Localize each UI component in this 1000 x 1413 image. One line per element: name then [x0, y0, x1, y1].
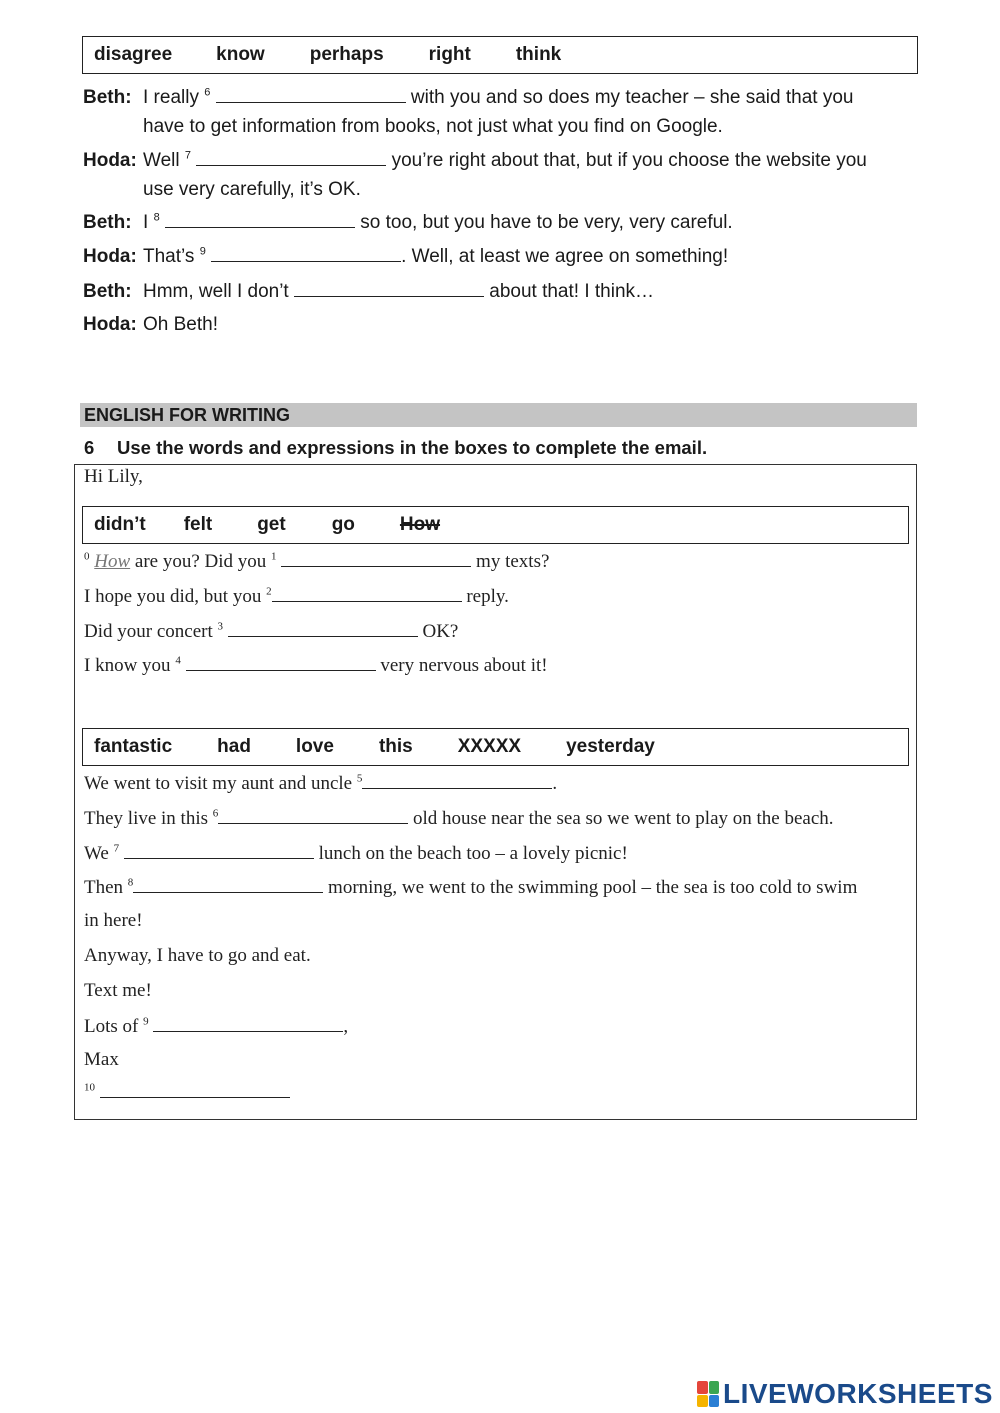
word-box-item: know — [216, 44, 265, 65]
word-box-item: right — [428, 44, 471, 65]
word-box-item-used: How — [399, 514, 441, 535]
email-line: We went to visit my aunt and uncle $^5$ . — [84, 772, 558, 794]
word-box-item: love — [295, 736, 334, 757]
section-title: ENGLISH FOR WRITING — [80, 403, 917, 427]
email-line: Lots of $^9$ , — [84, 1015, 349, 1037]
email-line: Text me! — [84, 980, 152, 1001]
speaker: Beth: — [83, 281, 132, 302]
email-line: Then $^8$ morning, we went to the swimming pool – the sea is too cold to swim — [84, 876, 858, 898]
word-box-3 — [82, 728, 909, 766]
answer-blank[interactable] — [124, 841, 314, 859]
logo-text: LIVEWORKSHEETS — [723, 1378, 993, 1409]
email-line: They live in this $^6$ old house near the sea so we went to play on the beach. — [84, 807, 834, 829]
answer-blank[interactable] — [228, 619, 418, 637]
email-line: I hope you did, but you $^2$ reply. — [84, 585, 509, 607]
answer-blank[interactable] — [281, 549, 471, 567]
word-box-item: XXXXX — [457, 736, 522, 757]
email-line: in here! — [84, 910, 143, 931]
answer-blank[interactable] — [196, 148, 386, 166]
exercise-instruction: 6 Use the words and expressions in the boxes to complete the email. — [84, 437, 708, 458]
word-box-item: fantastic — [94, 736, 173, 757]
example-answer: How — [94, 551, 131, 572]
word-box-item: get — [257, 514, 286, 535]
email-line: $^0$ How are you? Did you $^1$ my texts? — [84, 550, 550, 572]
exercise-number: 6 — [84, 437, 95, 458]
answer-blank[interactable] — [218, 806, 408, 824]
answer-blank[interactable] — [294, 279, 484, 297]
email-line: Anyway, I have to go and eat. — [84, 945, 311, 966]
email-line: Did your concert $^3$ OK? — [84, 620, 459, 642]
word-box-item: perhaps — [309, 44, 384, 65]
dialogue-line: Hoda: That’s $^9$ . Well, at least we agree on something! — [83, 242, 920, 271]
word-box-item: this — [378, 736, 413, 757]
email-line: I know you $^4$ very nervous about it! — [84, 654, 548, 676]
word-box-item: go — [331, 514, 355, 535]
speaker: Beth: — [83, 212, 132, 233]
answer-blank[interactable] — [165, 210, 355, 228]
answer-blank[interactable] — [272, 584, 462, 602]
answer-blank[interactable] — [100, 1080, 290, 1098]
email-line: We $^7$ lunch on the beach too – a lovely picnic! — [84, 842, 628, 864]
word-box-item: yesterday — [566, 736, 655, 757]
word-box-2 — [82, 506, 909, 544]
speaker: Beth: — [83, 87, 132, 108]
answer-blank[interactable] — [153, 1014, 343, 1032]
email-signature: Max — [84, 1049, 119, 1070]
word-box-1 — [82, 36, 918, 74]
dialogue-line: Beth: I $^8$ so too, but you have to be very, very careful. — [83, 208, 920, 237]
dialogue-line: Beth: I really $^6$ with you and so does my teacher – she said that you have to get information from books, not just what you find on Google. — [83, 83, 920, 141]
logo-icon — [697, 1381, 719, 1407]
speaker: Hoda: — [83, 314, 137, 335]
dialogue-line: Hoda: Well $^7$ you’re right about that, but if you choose the website you use very carefully, it’s OK. — [83, 146, 920, 204]
dialogue-line: Beth: Hmm, well I don’t about that! I think… — [83, 277, 920, 306]
email-greeting: Hi Lily, — [84, 466, 143, 487]
answer-blank[interactable] — [362, 771, 552, 789]
answer-blank[interactable] — [211, 244, 401, 262]
email-line: 10 — [84, 1080, 290, 1104]
speaker: Hoda: — [83, 150, 137, 171]
word-box-item: think — [515, 44, 562, 65]
word-box-item: didn’t — [94, 514, 146, 535]
answer-blank[interactable] — [186, 653, 376, 671]
word-box-item: disagree — [94, 44, 173, 65]
liveworksheets-logo — [697, 1378, 993, 1410]
answer-blank[interactable] — [216, 85, 406, 103]
dialogue-line: Hoda: Oh Beth! — [83, 310, 920, 339]
word-box-item: felt — [183, 514, 213, 535]
answer-blank[interactable] — [133, 875, 323, 893]
word-box-item: had — [217, 736, 251, 757]
speaker: Hoda: — [83, 246, 137, 267]
